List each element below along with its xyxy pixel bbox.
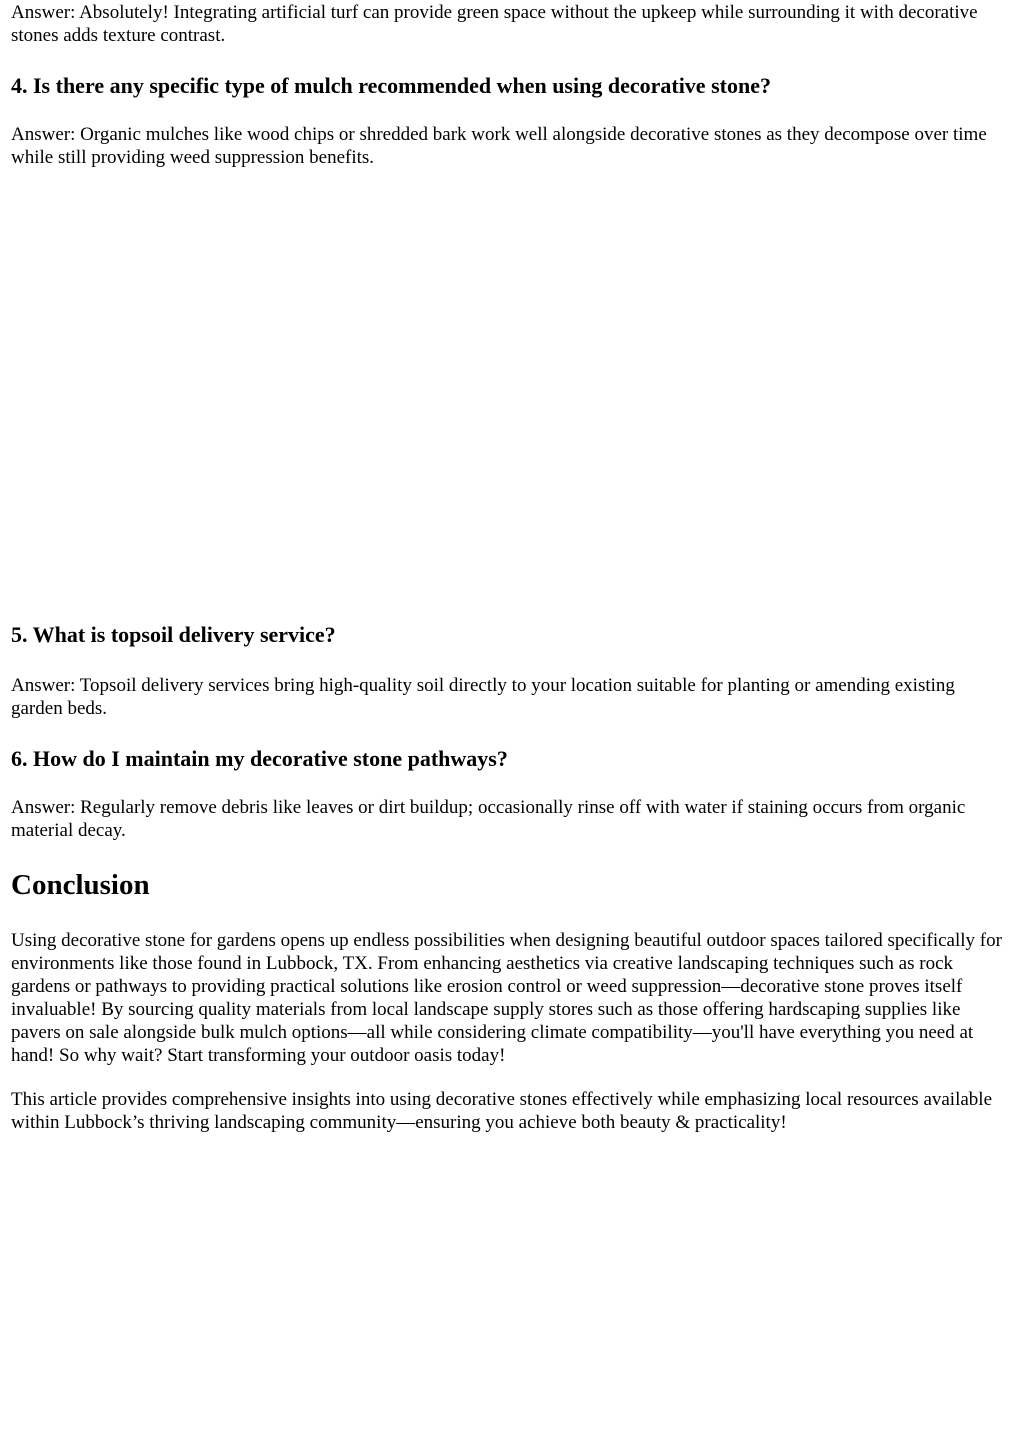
faq-question-4: 4. Is there any specific type of mulch recommended when using decorative stone? (11, 73, 771, 98)
faq-question-5: 5. What is topsoil delivery service? (11, 622, 336, 647)
blank-space (11, 180, 1007, 610)
faq-answer-6: Answer: Regularly remove debris like leaves or dirt buildup; occasionally rinse off with water if staining occurs from organic material decay. (11, 797, 966, 841)
faq-answer-4: Answer: Organic mulches like wood chips or shredded bark work well alongside decorative stones as they decompose over time while still providing weed suppression benefits. (11, 124, 987, 168)
conclusion-heading: Conclusion (11, 869, 150, 901)
closing-paragraph: This article provides comprehensive insights into using decorative stones effectively while emphasizing local resources available within Lubbock’s thriving landscaping community—ensuring you achieve both beauty & practicality! (11, 1089, 993, 1133)
faq-question-6: 6. How do I maintain my decorative stone pathways? (11, 746, 508, 771)
conclusion-paragraph: Using decorative stone for gardens opens up endless possibilities when designing beautiful outdoor spaces tailored specifically for environments like those found in Lubbock, TX. From enhancing aesthetics via creative landscaping techniques such as rock gardens or pathways to providing practical solutions like erosion control or weed suppression—decorative stone proves itself invaluable! By sourcing quality materials from local landscape supply stores such as those offering hardscaping supplies like pavers on sale alongside bulk mulch options—all while considering climate compatibility—you'll have everything you need at hand! So why wait? Start transforming your outdoor oasis today! (11, 930, 1002, 1066)
faq-answer-5: Answer: Topsoil delivery services bring high-quality soil directly to your location suitable for planting or amending existing garden beds. (11, 675, 955, 719)
faq-answer-3: Answer: Absolutely! Integrating artificial turf can provide green space without the upkeep while surrounding it with decorative stones adds texture contrast. (11, 2, 978, 46)
